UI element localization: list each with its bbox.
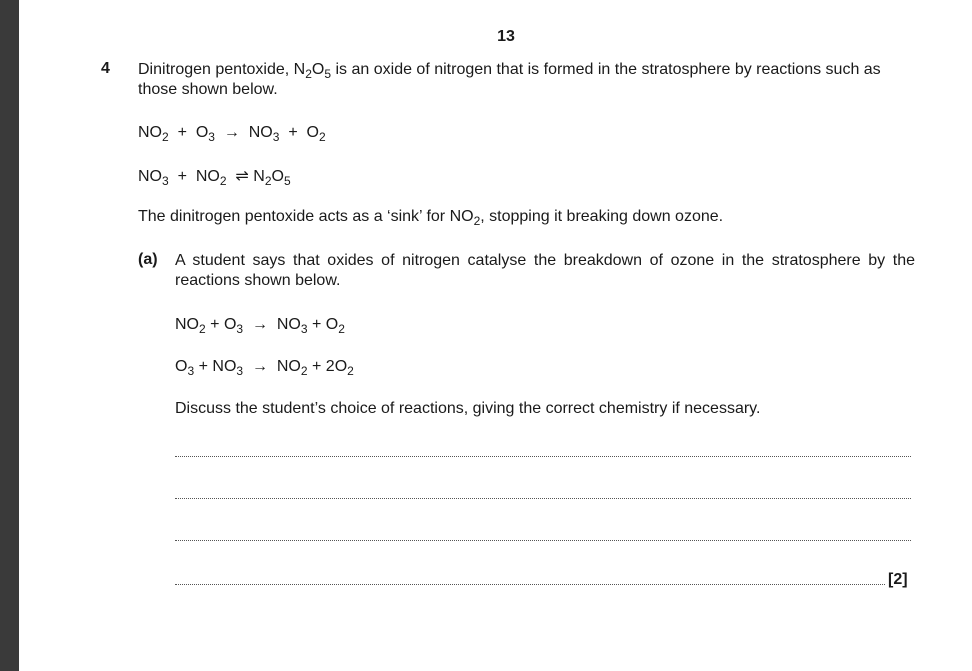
answer-line-1[interactable]	[175, 456, 911, 457]
right-arrow-icon: →	[251, 358, 268, 375]
left-edge-bar	[0, 0, 19, 671]
marks-indicator: [2]	[888, 571, 908, 588]
part-a-equation-2: $O_3 + NO_3 \to NO_2 + 2O_2$	[175, 358, 354, 378]
question-number: 4	[101, 60, 110, 77]
question-intro: Dinitrogen pentoxide, $N_2O_5$ is an oxide of nitrogen that is formed in the stratosphere by reactions such as those shown below.	[138, 61, 881, 98]
part-a-text: A student says that oxides of nitrogen catalyse the breakdown of ozone in the stratosphere by the reactions shown below.	[175, 252, 915, 289]
sink-statement: The dinitrogen pentoxide acts as a ‘sink’ for $NO_2$, stopping it breaking down ozone.	[138, 208, 724, 228]
answer-line-2[interactable]	[175, 498, 911, 499]
answer-line-4[interactable]	[175, 584, 885, 585]
equation-1: $NO_2 + O_3 \to NO_3 + O_2$	[138, 124, 326, 144]
page-number: 13	[497, 28, 515, 45]
equation-2: $NO_3 + NO_2$ ⇌ $N_2O_5$	[138, 168, 291, 188]
part-a-instruction: Discuss the student’s choice of reactions, giving the correct chemistry if necessary.	[175, 400, 761, 417]
right-arrow-icon: →	[223, 124, 240, 141]
part-a-label: (a)	[138, 251, 158, 268]
part-a-equation-1: $NO_2 + O_3 \to NO_3 + O_2$	[175, 316, 345, 336]
right-arrow-icon: →	[251, 316, 268, 333]
equilibrium-arrow-icon: ⇌	[235, 168, 249, 185]
answer-line-3[interactable]	[175, 540, 911, 541]
